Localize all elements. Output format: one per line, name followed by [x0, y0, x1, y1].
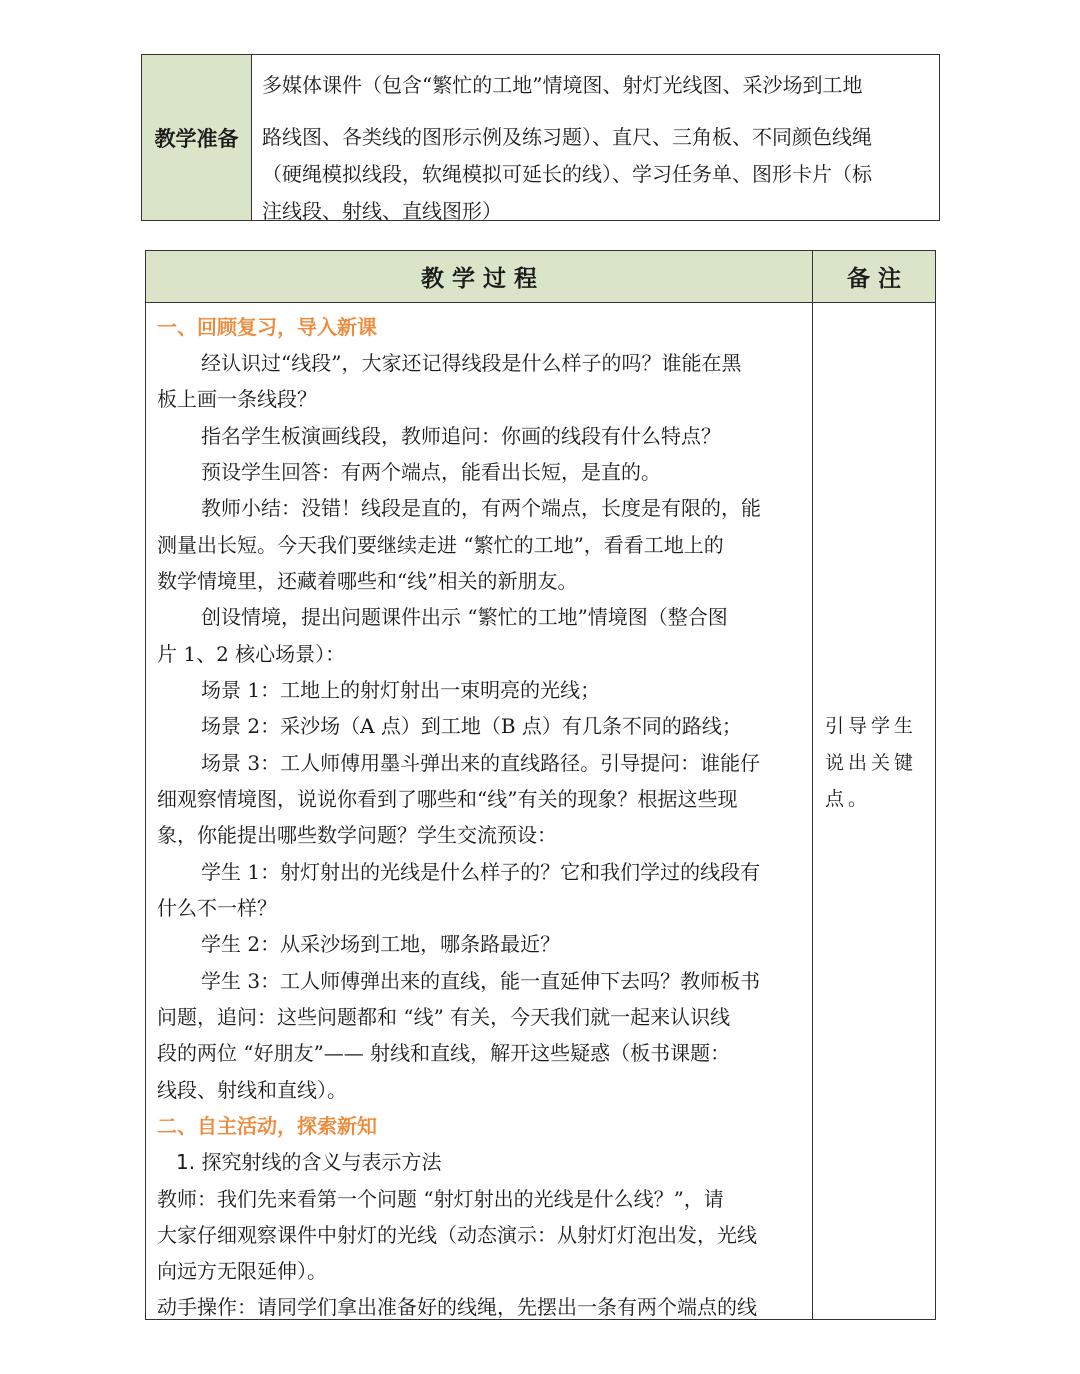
process-line: 教师小结：没错！线段是直的，有两个端点，长度是有限的，能: [201, 496, 761, 520]
process-line: 大家仔细观察课件中射灯的光线（动态演示：从射灯灯泡出发，光线: [157, 1223, 757, 1247]
process-line: 线段、射线和直线）。: [157, 1078, 347, 1102]
process-line: 创设情境，提出问题课件出示 “繁忙的工地”情境图（整合图: [201, 605, 728, 629]
process-line: 场景 3：工人师傅用墨斗弹出来的直线路径。引导提问：谁能仔: [201, 751, 761, 775]
process-line: 什么不一样？: [157, 896, 277, 920]
process-line: 学生 1：射灯射出的光线是什么样子的？它和我们学过的线段有: [201, 860, 761, 884]
process-line: 学生 3：工人师傅弹出来的直线，能一直延伸下去吗？教师板书: [201, 969, 761, 993]
section-heading: 二、自主活动，探索新知: [157, 1114, 377, 1138]
prep-line: 路线图、各类线的图形示例及练习题）、直尺、三角板、不同颜色线绳: [262, 125, 872, 149]
process-line: 象，你能提出哪些数学问题？学生交流预设：: [157, 823, 557, 847]
prep-line: 多媒体课件（包含“繁忙的工地”情境图、射灯光线图、采沙场到工地: [262, 73, 863, 97]
process-line: 段的两位 “好朋友”—— 射线和直线，解开这些疑惑（板书课题：: [157, 1041, 731, 1065]
process-line: 学生 2：从采沙场到工地，哪条路最近？: [201, 932, 561, 956]
teaching-prep-content: [252, 55, 939, 223]
process-line: 教师：我们先来看第一个问题 “射灯射出的光线是什么线？”，请: [157, 1187, 724, 1211]
prep-line: （硬绳模拟线段，软绳模拟可延长的线）、学习任务单、图形卡片（标: [262, 162, 872, 186]
process-line: 数学情境里，还藏着哪些和“线”相关的新朋友。: [157, 569, 578, 593]
prep-line: 注线段、射线、直线图形）: [262, 199, 502, 223]
remark-line: 引导学生: [825, 715, 918, 737]
process-line: 问题，追问：这些问题都和 “线” 有关，今天我们就一起来认识线: [157, 1005, 731, 1029]
process-line: 向远方无限延伸）。: [157, 1259, 327, 1283]
process-line: 片 1、2 核心场景）：: [157, 642, 346, 666]
teaching-process-table: [145, 250, 936, 1320]
process-line: 经认识过“线段”，大家还记得线段是什么样子的吗？谁能在黑: [201, 351, 742, 375]
process-line: 动手操作：请同学们拿出准备好的线绳，先摆出一条有两个端点的线: [157, 1295, 757, 1319]
column-divider: [812, 251, 813, 1319]
subsection-heading: 1. 探究射线的含义与表示方法: [176, 1150, 442, 1174]
process-line: 预设学生回答：有两个端点，能看出长短，是直的。: [201, 460, 661, 484]
process-line: 板上画一条线段？: [157, 387, 317, 411]
section-heading: 一、回顾复习，导入新课: [157, 315, 377, 339]
process-line: 场景 1：工地上的射灯射出一束明亮的光线；: [201, 678, 601, 702]
notes-header-label: 备 注: [846, 266, 901, 292]
process-line: 指名学生板演画线段，教师追问：你画的线段有什么特点？: [201, 424, 721, 448]
process-line: 细观察情境图，说说你看到了哪些和“线”有关的现象？根据这些现: [157, 787, 738, 811]
remark-line: 说出关键: [825, 752, 918, 774]
process-line: 场景 2：采沙场（A 点）到工地（B 点）有几条不同的路线；: [201, 714, 742, 738]
process-header-label: 教 学 过 程: [420, 266, 538, 292]
teaching-prep-table: [141, 54, 940, 221]
remark-line: 点。: [825, 788, 872, 810]
process-table-header: [146, 251, 935, 303]
teaching-prep-label: 教学准备: [142, 55, 252, 220]
process-line: 测量出长短。今天我们要继续走进 “繁忙的工地”，看看工地上的: [157, 533, 724, 557]
